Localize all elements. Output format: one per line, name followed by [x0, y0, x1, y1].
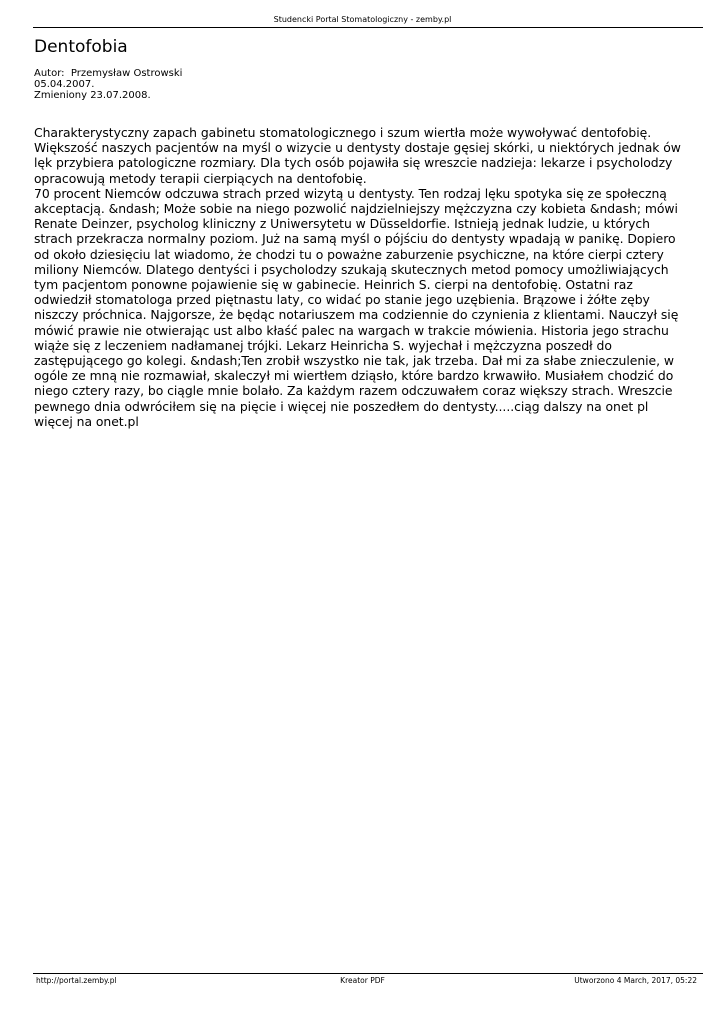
- modified-date: Zmieniony 23.07.2008.: [34, 90, 151, 101]
- published-date: 05.04.2007.: [34, 79, 95, 90]
- page-header-site-title: Studencki Portal Stomatologiczny - zemby.pl: [273, 15, 452, 24]
- article-meta: [34, 68, 182, 101]
- footer-divider: [33, 973, 703, 974]
- article-paragraph-main: 70 procent Niemców odczuwa strach przed wizytą u dentysty. Ten rodzaj lęku spotyka się ze społeczną akceptacją. &ndash; Może sobie na niego pozwolić najdzielniejszy mężczyzna czy kobieta &ndash; mówi Renate Deinzer, psycholog kliniczny z Uniwersytetu w Düsseldorfie. Istnieją jednak ludzie, u których strach przekracza normalny poziom. Już na samą myśl o pójściu do dentysty wpadają w panikę. Dopiero od około dziesięciu lat wiadomo, że chodzi tu o poważne zaburzenie psychiczne, na które cierpi cztery miliony Niemców. Dlatego dentyści i psycholodzy szukają skutecznych metod pomocy umożliwiających tym pacjentom ponowne pojawienie się w gabinecie. Heinrich S. cierpi na dentofobię. Ostatni raz odwiedził stomatologa przed piętnastu laty, co widać po stanie jego uzębienia. Brązowe i żółte zęby niszczy próchnica. Najgorsze, że będąc notariuszem ma codziennie do czynienia z klientami. Nauczył się mówić prawie nie otwierając ust albo kłaść palec na wargach w trakcie mówienia. Historia jego strachu wiąże się z leczeniem nadłamanej trójki. Lekarz Heinricha S. wyjechał i mężczyzna poszedł do zastępującego go kolegi. &ndash;Ten zrobił wszystko nie tak, jak trzeba. Dał mi za słabe znieczulenie, w ogóle ze mną nie rozmawiał, skaleczył mi wiertłem dziąsło, które bardzo krwawiło. Musiałem chodzić do niego cztery razy, bo ciągle mnie bolało. Za każdym razem odczuwałem coraz większy strach. Wreszcie pewnego dnia odwróciłem się na pięcie i więcej nie poszedłem do dentysty.....ciąg dalszy na onet pl więcej na onet.pl: [34, 185, 679, 429]
- footer-generator: Kreator PDF: [340, 976, 385, 985]
- article-body: [34, 125, 686, 429]
- footer-created-date: Utworzono 4 March, 2017, 05:22: [574, 976, 697, 985]
- footer-url: http://portal.zemby.pl: [36, 976, 117, 985]
- article-title: Dentofobia: [34, 37, 128, 57]
- header-divider: [33, 27, 703, 28]
- article-paragraph-intro: Charakterystyczny zapach gabinetu stomatologicznego i szum wiertła może wywoływać dentofobię. Większość naszych pacjentów na myśl o wizycie u dentysty dostaje gęsiej skórki, u niektórych jednak ów lęk przybiera patologiczne rozmiary. Dla tych osób pojawiła się wreszcie nadzieja: lekarze i psycholodzy opracowują metody terapii cierpiących na dentofobię.: [34, 125, 681, 186]
- author-line: Autor: Przemysław Ostrowski: [34, 68, 183, 79]
